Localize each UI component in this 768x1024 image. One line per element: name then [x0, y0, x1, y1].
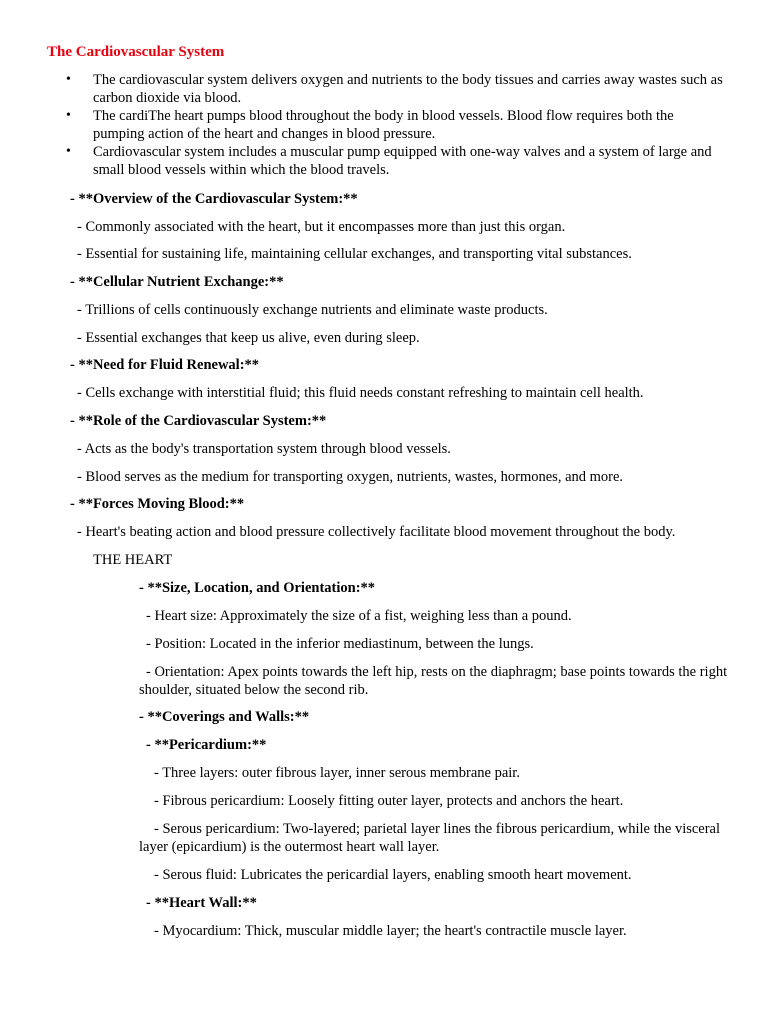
- subsection-item: - Serous pericardium: Two-layered; parietal layer lines the fibrous pericardium, while the visceral layer (epicardium) is the outermost heart wall layer.: [139, 821, 721, 855]
- subsection-item: - Position: Located in the inferior mediastinum, between the lungs.: [146, 636, 534, 652]
- document-title: The Cardiovascular System: [47, 44, 225, 60]
- bullet-icon: •: [66, 72, 71, 87]
- section-item: - Cells exchange with interstitial fluid; this fluid needs constant refreshing to maintain cell health.: [77, 385, 644, 401]
- subsection-heading-coverings-walls: - **Coverings and Walls:**: [139, 709, 310, 725]
- subsection-item: - Fibrous pericardium: Loosely fitting outer layer, protects and anchors the heart.: [154, 793, 624, 809]
- section-heading-role: - **Role of the Cardiovascular System:**: [70, 413, 327, 429]
- subsection-item: - Serous fluid: Lubricates the pericardial layers, enabling smooth heart movement.: [154, 867, 632, 883]
- section-item: - Essential exchanges that keep us alive, even during sleep.: [77, 330, 420, 346]
- section-heading-fluid-renewal: - **Need for Fluid Renewal:**: [70, 357, 260, 373]
- subsection-heading-heart-wall: - **Heart Wall:**: [146, 895, 257, 911]
- section-item: - Heart's beating action and blood pressure collectively facilitate blood movement throughout the body.: [77, 524, 676, 540]
- section-heading-nutrient-exchange: - **Cellular Nutrient Exchange:**: [70, 274, 284, 290]
- bullet-icon: •: [66, 108, 71, 123]
- subsection-item: - Myocardium: Thick, muscular middle layer; the heart's contractile muscle layer.: [154, 923, 627, 939]
- bullet-icon: •: [66, 144, 71, 159]
- heart-section-title: THE HEART: [93, 552, 173, 568]
- section-item: - Essential for sustaining life, maintaining cellular exchanges, and transporting vital substances.: [77, 246, 632, 262]
- section-item: - Trillions of cells continuously exchange nutrients and eliminate waste products.: [77, 302, 548, 318]
- subsection-item: - Heart size: Approximately the size of a fist, weighing less than a pound.: [146, 608, 572, 624]
- section-item: - Blood serves as the medium for transporting oxygen, nutrients, wastes, hormones, and more.: [77, 469, 624, 485]
- subsection-heading-size-location: - **Size, Location, and Orientation:**: [139, 580, 376, 596]
- section-item: - Commonly associated with the heart, but it encompasses more than just this organ.: [77, 219, 566, 235]
- subsection-item: - Three layers: outer fibrous layer, inner serous membrane pair.: [154, 765, 520, 781]
- subsection-heading-pericardium: - **Pericardium:**: [146, 737, 267, 753]
- intro-bullet-item: [66, 107, 726, 143]
- bullet-text: The cardiThe heart pumps blood throughout the body in blood vessels. Blood flow requires both the pumping action of the heart and changes in blood pressure.: [93, 108, 674, 142]
- subsection-item: - Orientation: Apex points towards the left hip, rests on the diaphragm; base points towards the right shoulder, situated below the second rib.: [139, 664, 728, 698]
- section-heading-overview: - **Overview of the Cardiovascular System:**: [70, 191, 358, 207]
- section-heading-forces: - **Forces Moving Blood:**: [70, 496, 245, 512]
- intro-bullet-list: [66, 71, 726, 179]
- intro-bullet-item: [66, 71, 726, 107]
- section-item: - Acts as the body's transportation system through blood vessels.: [77, 441, 451, 457]
- bullet-text: The cardiovascular system delivers oxygen and nutrients to the body tissues and carries away wastes such as carbon dioxide via blood.: [93, 72, 723, 106]
- bullet-text: Cardiovascular system includes a muscular pump equipped with one-way valves and a system of large and small blood vessels within which the blood travels.: [93, 144, 712, 178]
- intro-bullet-item: [66, 143, 726, 179]
